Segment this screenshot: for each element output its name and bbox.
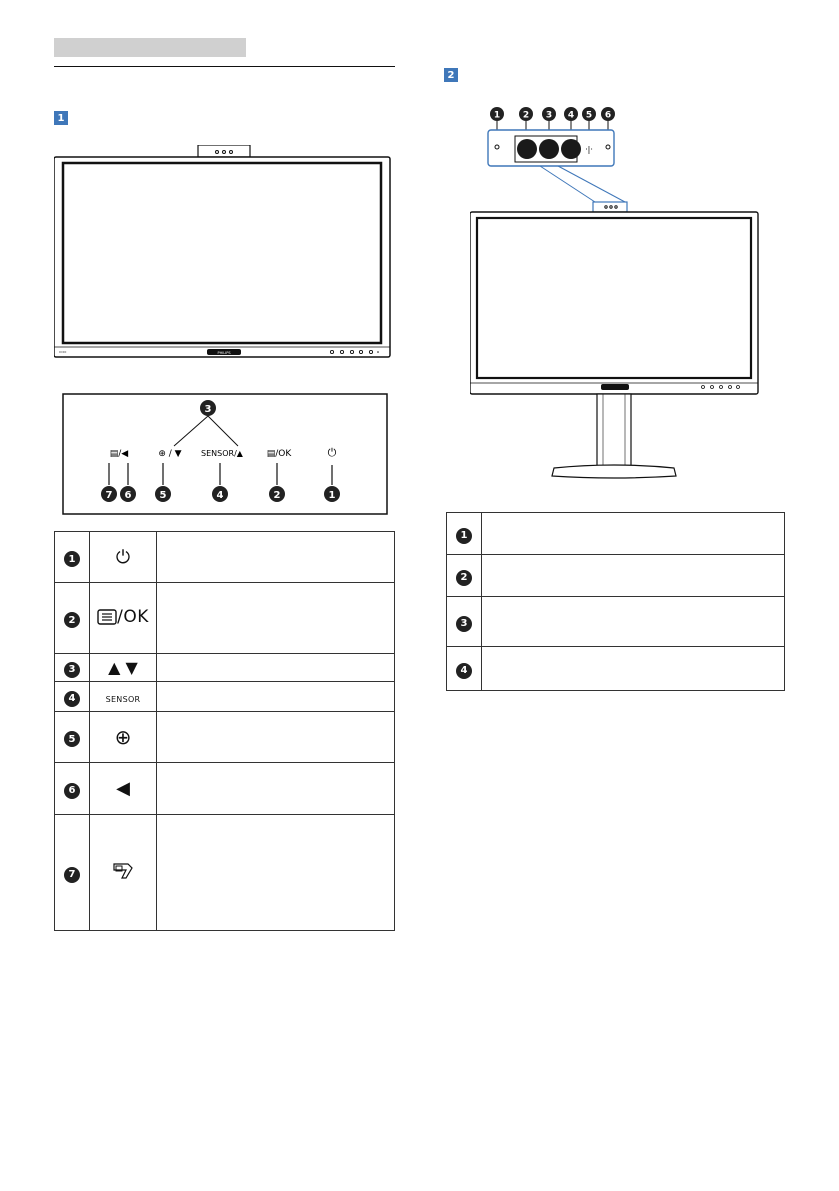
table-row bbox=[55, 532, 395, 583]
keypad-label-menu-ok: ▤/OK bbox=[266, 449, 292, 459]
svg-text:·|·: ·|· bbox=[585, 145, 593, 154]
menu-ok-icon bbox=[97, 607, 149, 627]
svg-text:▭▭: ▭▭ bbox=[59, 349, 67, 354]
keypad-callout-7: 7 bbox=[105, 490, 113, 501]
webcam-callout-6: 6 bbox=[604, 110, 612, 121]
keypad-callout-4: 4 bbox=[216, 490, 224, 501]
row-number: 3 bbox=[64, 662, 80, 678]
up-down-arrows-icon: ▲ ▼ bbox=[108, 658, 138, 677]
table-row bbox=[447, 647, 785, 691]
section-1-number: 1 bbox=[57, 112, 65, 124]
webcam-callout-5: 5 bbox=[585, 110, 593, 121]
input-source-icon: ⊕ bbox=[114, 725, 132, 749]
keypad-callout-top: 3 bbox=[204, 404, 212, 415]
row-number: 2 bbox=[456, 570, 472, 586]
keypad-label-menu-left: ▤/◀ bbox=[109, 449, 129, 459]
header-bar bbox=[54, 38, 246, 57]
monitor-webcam-illustration bbox=[470, 100, 790, 490]
monitor-screen bbox=[63, 163, 381, 343]
row-number: 3 bbox=[456, 616, 472, 632]
key-function-table bbox=[54, 531, 395, 931]
row-number: 1 bbox=[64, 551, 80, 567]
keypad-callout-5: 5 bbox=[159, 490, 167, 501]
section-1-marker bbox=[54, 111, 68, 125]
keypad-callout-2: 2 bbox=[273, 490, 281, 501]
keypad-callout-6: 6 bbox=[124, 490, 132, 501]
table-row bbox=[55, 682, 395, 712]
row-number: 4 bbox=[456, 663, 472, 679]
row-number: 6 bbox=[64, 783, 80, 799]
webcam-callout-1: 1 bbox=[493, 110, 501, 121]
webcam-function-table bbox=[446, 512, 785, 691]
table-row bbox=[55, 654, 395, 682]
row-number: 5 bbox=[64, 731, 80, 747]
keypad-label-power: ⏻ bbox=[327, 446, 337, 459]
table-row bbox=[55, 712, 395, 763]
table-row bbox=[55, 583, 395, 654]
sensor-label: SENSOR bbox=[105, 695, 141, 704]
row-number: 4 bbox=[64, 691, 80, 707]
row-number: 1 bbox=[456, 528, 472, 544]
section-2-marker bbox=[444, 68, 458, 82]
header-rule bbox=[54, 66, 395, 67]
back-arrow-icon: ◀ bbox=[116, 778, 130, 799]
webcam-callouts bbox=[490, 107, 615, 121]
row-number: 2 bbox=[64, 612, 80, 628]
monitor-front-illustration bbox=[54, 145, 395, 365]
power-icon: ⏻ bbox=[115, 546, 131, 568]
webcam-callout-3: 3 bbox=[545, 110, 553, 121]
keypad-label-input-down: ⊕ / ▼ bbox=[158, 449, 182, 459]
webcam-callout-2: 2 bbox=[522, 110, 530, 121]
smartimage-icon bbox=[112, 862, 134, 880]
table-row bbox=[447, 597, 785, 647]
keypad-callout-1: 1 bbox=[328, 490, 336, 501]
table-row bbox=[447, 555, 785, 597]
monitor-base bbox=[552, 465, 676, 478]
keypad-diagram bbox=[62, 393, 389, 516]
table-row bbox=[55, 763, 395, 815]
table-row bbox=[55, 815, 395, 931]
brand-text: PHILIPS bbox=[217, 351, 231, 355]
ok-label: /OK bbox=[117, 607, 149, 627]
section-2-number: 2 bbox=[447, 69, 455, 81]
monitor-stand bbox=[597, 394, 631, 468]
webcam-callout-4: 4 bbox=[567, 110, 575, 121]
table-row bbox=[447, 513, 785, 555]
keypad-label-sensor-up: SENSOR/▲ bbox=[201, 449, 243, 458]
row-number: 7 bbox=[64, 867, 80, 883]
